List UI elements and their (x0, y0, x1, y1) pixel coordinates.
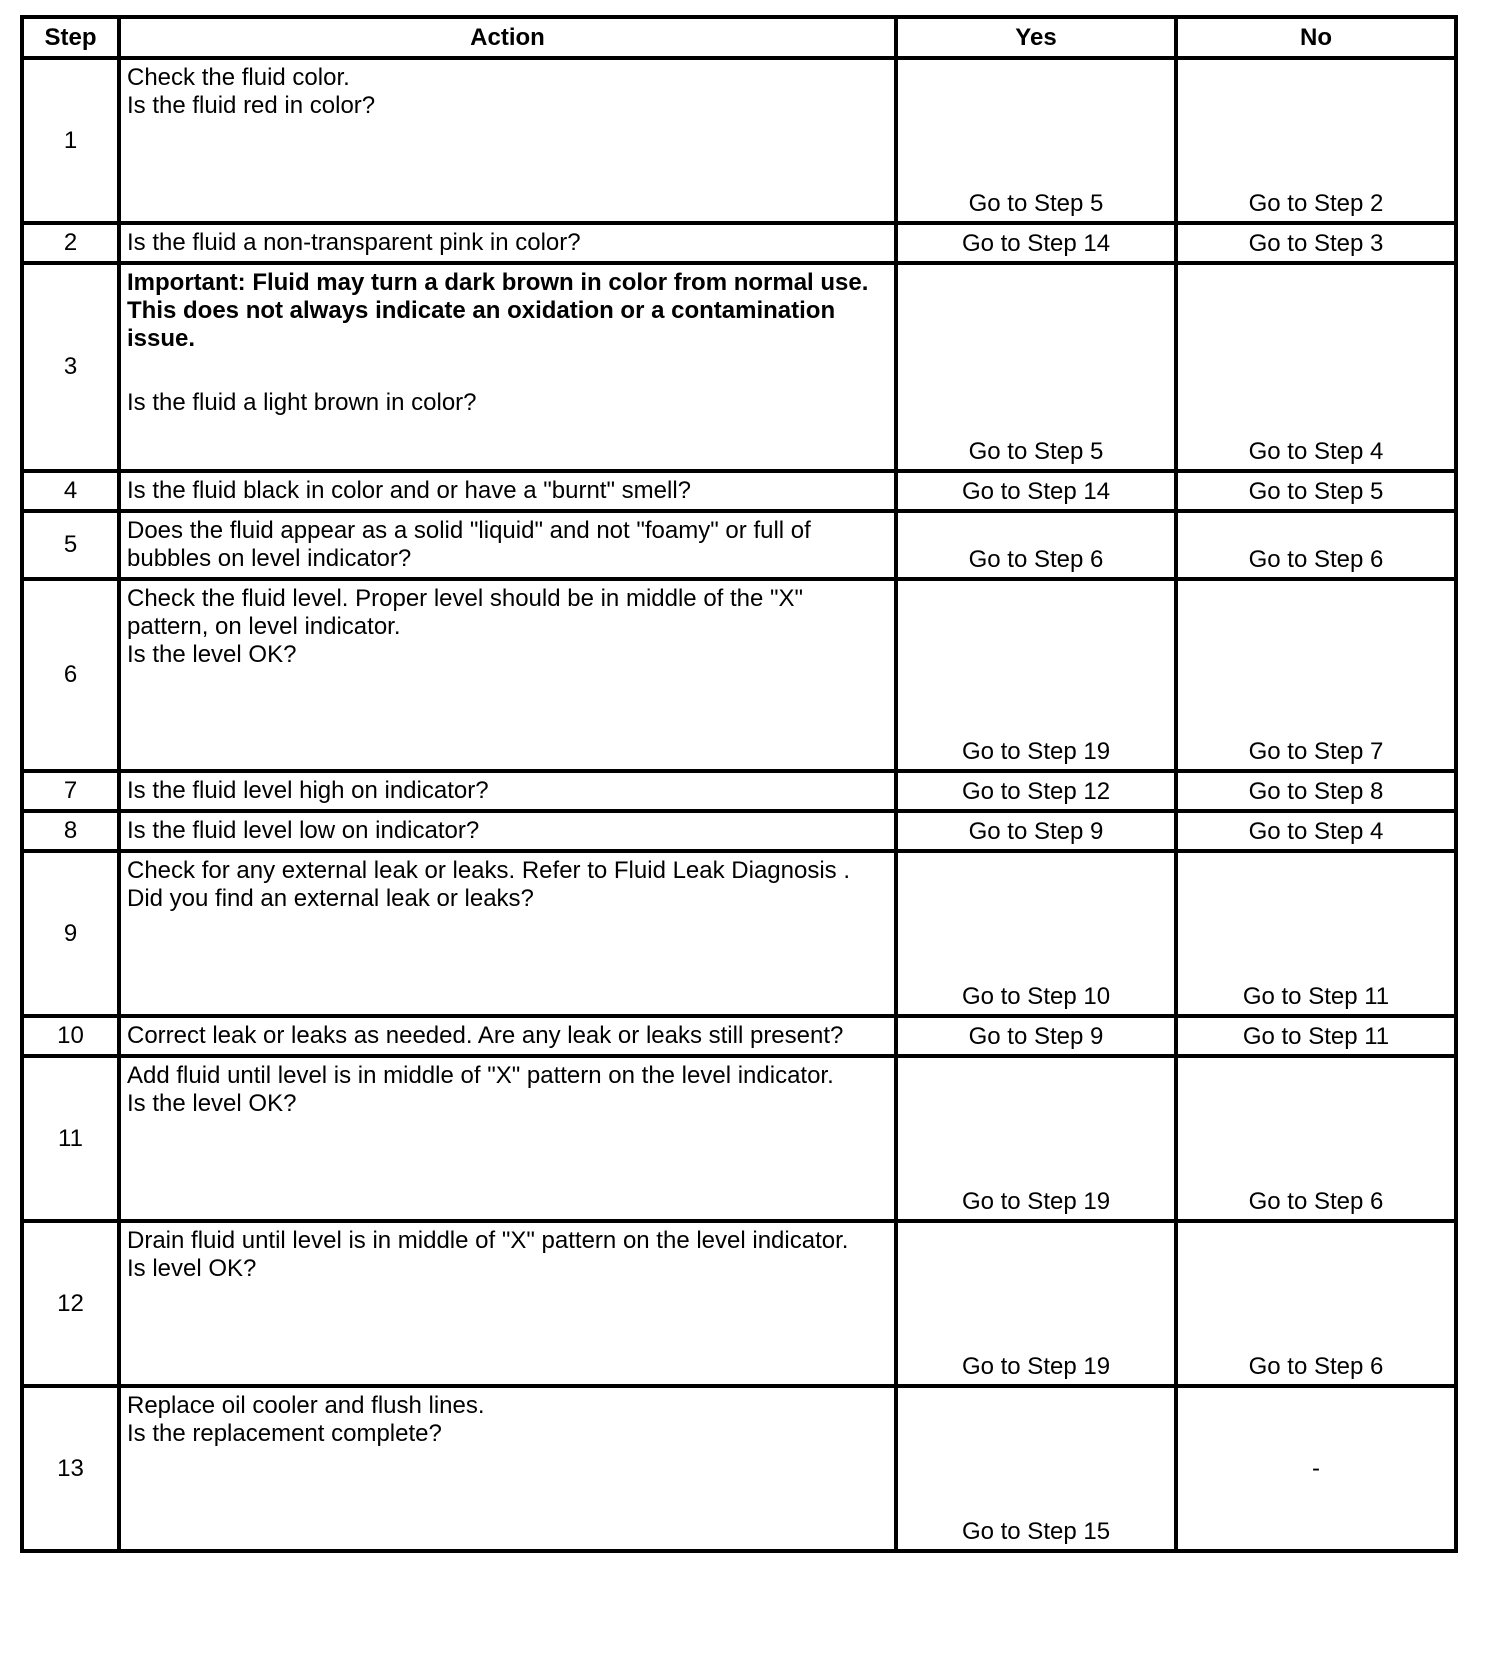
header-yes: Yes (896, 17, 1176, 58)
yes-result: Go to Step 14 (896, 223, 1176, 263)
action-cell (119, 263, 896, 471)
step-number: 6 (22, 579, 119, 771)
action-question: Is the level OK? (127, 641, 297, 668)
no-result: Go to Step 6 (1176, 1221, 1456, 1386)
step-number: 11 (22, 1056, 119, 1221)
yes-result: Go to Step 12 (896, 771, 1176, 811)
yes-result: Go to Step 15 (896, 1386, 1176, 1551)
action-question: Is the level OK? (127, 1090, 297, 1117)
action-instruction: Check for any external leak or leaks. Refer to Fluid Leak Diagnosis . (127, 857, 851, 884)
step-number: 12 (22, 1221, 119, 1386)
step-number: 10 (22, 1016, 119, 1056)
important-note: Important: Fluid may turn a dark brown in color from normal use. This does not always indicate an oxidation or a contamination issue. (127, 269, 869, 352)
no-result: Go to Step 4 (1176, 263, 1456, 471)
table-row (22, 1386, 1456, 1551)
action-cell (119, 1016, 896, 1056)
action-instruction: Check the fluid color. (127, 64, 350, 91)
action-cell (119, 1221, 896, 1386)
action-cell (119, 511, 896, 579)
yes-result: Go to Step 10 (896, 851, 1176, 1016)
action-question: Is the fluid black in color and or have a "burnt" smell? (127, 477, 691, 504)
no-result: Go to Step 6 (1176, 1056, 1456, 1221)
action-question: Is the replacement complete? (127, 1420, 442, 1447)
step-number: 9 (22, 851, 119, 1016)
no-result: Go to Step 5 (1176, 471, 1456, 511)
no-result: Go to Step 6 (1176, 511, 1456, 579)
step-number: 7 (22, 771, 119, 811)
header-row (22, 17, 1456, 58)
step-number: 5 (22, 511, 119, 579)
action-instruction: Drain fluid until level is in middle of "X" pattern on the level indicator. (127, 1227, 849, 1254)
action-question: Is the fluid a non-transparent pink in color? (127, 229, 581, 256)
action-cell (119, 58, 896, 223)
table-row (22, 263, 1456, 471)
table-row (22, 223, 1456, 263)
header-step: Step (22, 17, 119, 58)
yes-result: Go to Step 19 (896, 1056, 1176, 1221)
action-cell (119, 771, 896, 811)
yes-result: Go to Step 5 (896, 58, 1176, 223)
yes-result: Go to Step 9 (896, 1016, 1176, 1056)
action-cell (119, 1386, 896, 1551)
header-action: Action (119, 17, 896, 58)
step-number: 8 (22, 811, 119, 851)
yes-result: Go to Step 14 (896, 471, 1176, 511)
no-result: Go to Step 2 (1176, 58, 1456, 223)
yes-result: Go to Step 19 (896, 579, 1176, 771)
header-no: No (1176, 17, 1456, 58)
no-result: Go to Step 4 (1176, 811, 1456, 851)
table-row (22, 851, 1456, 1016)
table-row (22, 811, 1456, 851)
table-row (22, 471, 1456, 511)
step-number: 13 (22, 1386, 119, 1551)
step-number: 1 (22, 58, 119, 223)
table-row (22, 1221, 1456, 1386)
action-question: Is the fluid red in color? (127, 92, 376, 119)
action-instruction: Replace oil cooler and flush lines. (127, 1392, 485, 1419)
action-cell (119, 811, 896, 851)
table-row (22, 771, 1456, 811)
no-result: - (1176, 1386, 1456, 1551)
action-question: Correct leak or leaks as needed. Are any leak or leaks still present? (127, 1022, 844, 1049)
action-question: Did you find an external leak or leaks? (127, 885, 534, 912)
no-result: Go to Step 7 (1176, 579, 1456, 771)
action-question: Does the fluid appear as a solid "liquid" and not "foamy" or full of bubbles on level indicator? (127, 517, 811, 572)
yes-result: Go to Step 6 (896, 511, 1176, 579)
action-cell (119, 851, 896, 1016)
step-number: 3 (22, 263, 119, 471)
table-row (22, 1056, 1456, 1221)
action-question: Is the fluid level low on indicator? (127, 817, 480, 844)
diagnostic-table (20, 15, 1458, 1553)
table-row (22, 511, 1456, 579)
action-cell (119, 579, 896, 771)
action-cell (119, 471, 896, 511)
action-instruction: Add fluid until level is in middle of "X" pattern on the level indicator. (127, 1062, 834, 1089)
no-result: Go to Step 11 (1176, 1016, 1456, 1056)
step-number: 2 (22, 223, 119, 263)
no-result: Go to Step 8 (1176, 771, 1456, 811)
action-cell (119, 1056, 896, 1221)
table-row (22, 58, 1456, 223)
yes-result: Go to Step 9 (896, 811, 1176, 851)
yes-result: Go to Step 5 (896, 263, 1176, 471)
action-question: Is level OK? (127, 1255, 257, 1282)
action-instruction: Check the fluid level. Proper level should be in middle of the "X" pattern, on level indicator. (127, 585, 804, 640)
action-question: Is the fluid a light brown in color? (127, 389, 477, 416)
step-number: 4 (22, 471, 119, 511)
yes-result: Go to Step 19 (896, 1221, 1176, 1386)
table-row (22, 579, 1456, 771)
no-result: Go to Step 3 (1176, 223, 1456, 263)
action-question: Is the fluid level high on indicator? (127, 777, 489, 804)
no-result: Go to Step 11 (1176, 851, 1456, 1016)
action-cell (119, 223, 896, 263)
table-row (22, 1016, 1456, 1056)
